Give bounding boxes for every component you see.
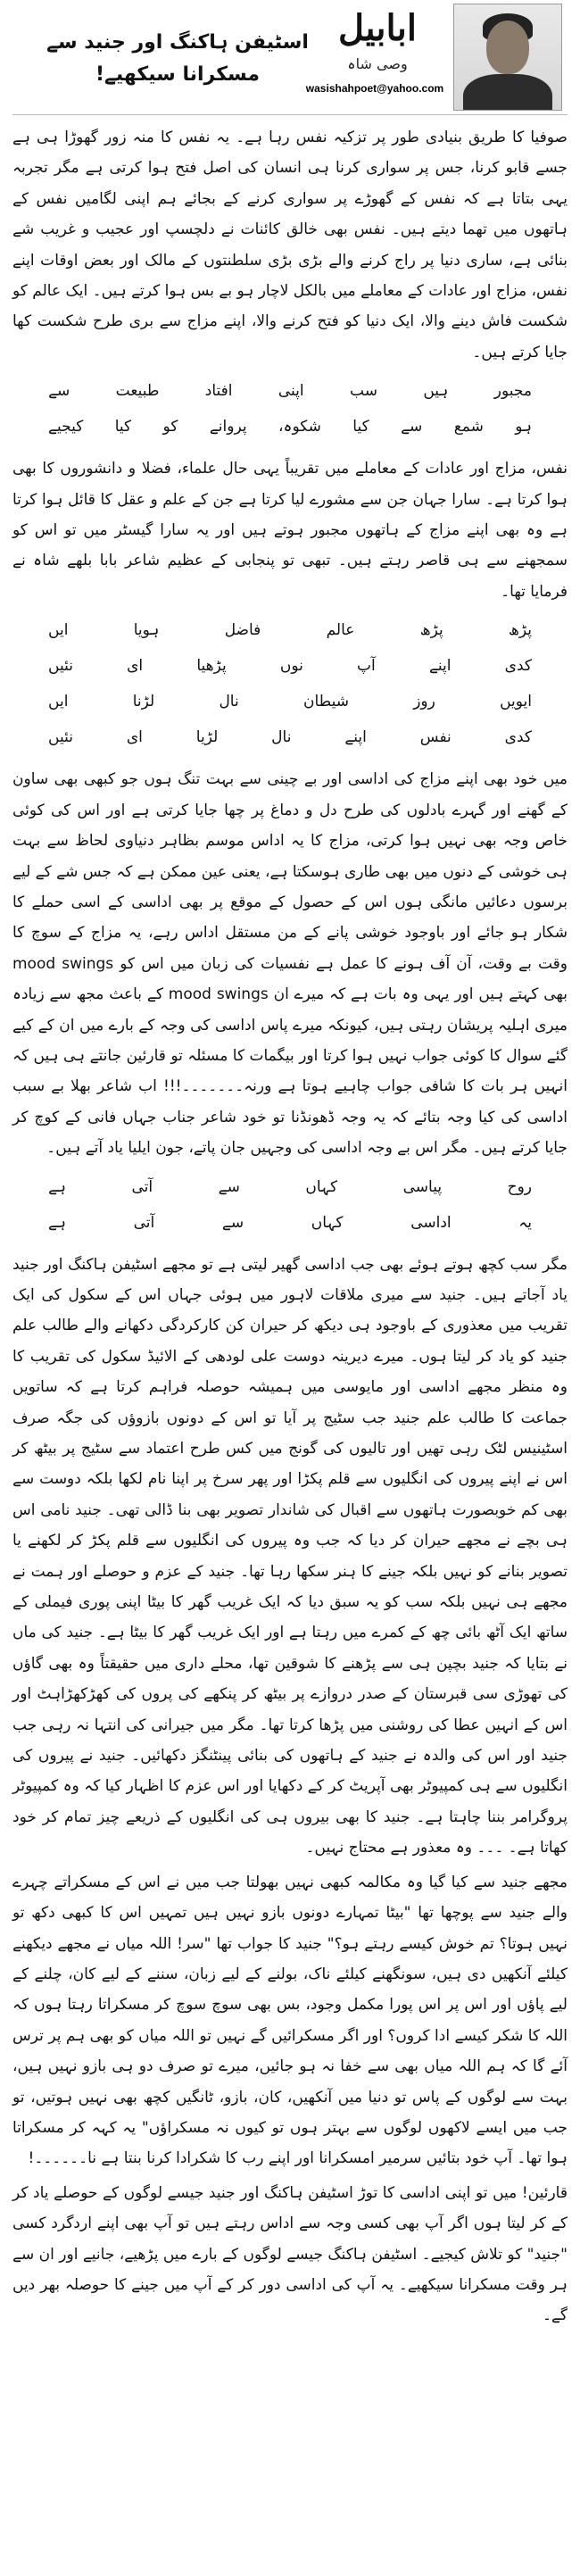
verse-word: پڑھیا bbox=[196, 657, 227, 676]
verse-word: شکوہ، bbox=[278, 418, 321, 436]
verse-word: لڑنا bbox=[132, 693, 155, 711]
author-photo bbox=[453, 4, 562, 111]
article-headline: اسٹیفن ہاکنگ اور جنید سے مسکرانا سیکھیے! bbox=[46, 31, 309, 86]
verse-word: اداسی bbox=[410, 1213, 452, 1232]
verse-3 bbox=[48, 1169, 532, 1241]
verse-word: ای bbox=[126, 728, 143, 747]
verse-word: کہاں bbox=[305, 1177, 338, 1196]
verse-word: نئیں bbox=[48, 657, 73, 676]
verse-word: ایں bbox=[48, 621, 69, 640]
verse-word: افتاد bbox=[204, 382, 233, 401]
paragraph-2: نفس، مزاج اور عادات کے معاملے میں تقریباً یہی حال علماء، فضلا و دانشوروں کا بھی ہوا کرتا ہے۔ سارا جہان جن سے مشورے لیا کرتا ہے جن کے علم و عقل کا قائل ہوا کرتا ہے وہ بھی اپنے مزاج کے ہاتھوں مجبور ہوتے ہیں اور یہ سارا گیسٹر میں تو اس کو سمجھنے سے ہی قاصر رہتے ہیں۔ تبھی تو پنجابی کے عظیم شاعر بابا بلھے شاہ نے فرمایا تھا۔ bbox=[12, 460, 568, 601]
column-name: ابابیل bbox=[338, 7, 417, 49]
verse-word: مجبور bbox=[493, 382, 532, 401]
verse-word: کیا bbox=[114, 418, 132, 436]
verse-word: ہیں bbox=[423, 382, 449, 401]
verse-word: سے bbox=[221, 1213, 244, 1232]
verse-word: آتی bbox=[133, 1213, 155, 1232]
verse-line bbox=[48, 648, 532, 684]
verse-word: اپنے bbox=[344, 728, 367, 747]
verse-word: روز bbox=[413, 693, 435, 711]
verse-word: ایویں bbox=[500, 693, 532, 711]
verse-word: سے bbox=[48, 382, 70, 401]
verse-word: سب bbox=[350, 382, 377, 401]
verse-line bbox=[48, 1205, 532, 1241]
author-face bbox=[486, 21, 529, 74]
verse-word: نال bbox=[219, 693, 239, 711]
verse-word: نئیں bbox=[48, 728, 73, 747]
verse-word: کدی bbox=[504, 657, 532, 676]
paragraph-6: قارئین! میں تو اپنی اداسی کا توڑ اسٹیفن ہاکنگ اور جنید جیسے لوگوں کے حوصلے یاد کر کے کر لیتا ہوں اگر آپ بھی کسی وجہ سے اداس رہتے ہیں تو آپ بھی اپنے اردگرد کسی "جنید" کو تلاش کیجیے۔ اسٹیفن ہاکنگ جیسے لوگوں کے بارے میں پڑھیے، جانیے اور ان سے ہر وقت مسکرانا سیکھیے۔ یہ آپ کی اداسی دور کر کے آپ میں جینے کا حوصلہ بھر دیں گے۔ bbox=[12, 2183, 568, 2325]
author-shoulders bbox=[463, 74, 552, 111]
verse-word: آتی bbox=[131, 1177, 153, 1196]
verse-word: شیطان bbox=[302, 693, 349, 711]
verse-word: یہ bbox=[518, 1213, 532, 1232]
verse-word: سے bbox=[401, 418, 423, 436]
verse-word: ہے bbox=[48, 1177, 66, 1196]
verse-word: کیجیے bbox=[48, 418, 84, 436]
verse-word: ای bbox=[127, 657, 144, 676]
verse-word: پروانے bbox=[209, 418, 247, 436]
verse-2 bbox=[48, 612, 532, 755]
article-body bbox=[12, 115, 568, 2331]
verse-line bbox=[48, 1169, 532, 1205]
verse-word: آپ bbox=[357, 657, 376, 676]
verse-word: نوں bbox=[279, 657, 303, 676]
verse-word: فاضل bbox=[224, 621, 261, 640]
verse-word: اپنی bbox=[278, 382, 304, 401]
verse-1 bbox=[48, 373, 532, 445]
verse-word: پڑھ bbox=[509, 621, 532, 640]
verse-word: ایں bbox=[48, 693, 69, 711]
verse-line bbox=[48, 719, 532, 755]
paragraph-5: مجھے جنید سے کیا گیا وہ مکالمہ کبھی نہیں بھولتا جب میں نے اس کے مسکراتے چہرے والے جنید سے پوچھا تھا "بیٹا تمہارے دونوں بازو نہیں ہیں تمہیں اس کا کبھی دکھ تو نہیں ہوتا؟ تم خوش کیسے رہتے ہو؟" جنید کا جواب تھا "سر! اللہ میاں نے مجھے دیکھنے کیلئے آنکھیں دی ہیں، سونگھنے کیلئے ناک، بولنے کے لیے زبان، سننے کے لیے کان، چلنے کے لیے پاؤں اور اس پر اس پورا مکمل وجود، بس بھی سوچ سوچ کر مسکراتا رہتا ہوں کہ اللہ کا شکر کیسے ادا کروں؟ اور اگر مسکرائیں گے نہیں تو اللہ میاں کو بھی ہم پر ترس آئے گا کہ ہم اللہ میاں بھی سے خفا نہ ہو جائیں، میرے تو صرف دو ہی بازو نہیں ہیں، بہت سے لوگوں کے پاس تو دنیا میں آنکھیں، کان، بازو، ٹانگیں کچھ بھی نہیں ہوتیں، تو جب میں ایسے لاکھوں لوگوں سے بہتر ہوں تو کیوں نہ مسکراؤں" یہ کہہ کر مسکراتا ہوا تھا۔ آپ خود بتائیں سرمیر امسکرانا اور اپنے رب کا شکرادا کرنا بنتا ہے نا۔۔۔۔۔۔! bbox=[12, 1873, 568, 2168]
verse-word: ہے bbox=[48, 1213, 66, 1232]
verse-word: پڑھ bbox=[419, 621, 443, 640]
verse-line bbox=[48, 409, 532, 445]
verse-word: کہاں bbox=[311, 1213, 344, 1232]
verse-word: روح bbox=[507, 1177, 532, 1196]
paragraph-3: میں خود بھی اپنے مزاج کی اداسی اور بے چینی سے بہت تنگ ہوں جو کبھی بھی ساون کے گھنے اور گہرے بادلوں کی طرح دل و دماغ پر چھا جایا کرتی ہے اور اس کی کوئی خاص وجہ بھی نہیں ہوا کرتی، مزاج کا یہ اداس موسم بظاہر دنیاوی لحاظ سے بہت ہی خوشی کے دنوں میں بھی طاری ہوسکتا ہے، یعنی عین ممکن ہے کہ جس شے کے لیے برسوں دعائیں مانگی ہوں اس کے حصول کے موقع پر بھی اداسی کے اسی حملے کا شکار ہو جائے اور باوجود خوشی پانے کے من مستقل اداس رہے، یہ مزاج کے سوچ کا وقت بے وقت، آن آف ہونے کا عمل ہے نفسیات کی زبان میں اس کو mood swings بھی کہتے ہیں اور یہی وہ بات ہے کہ میرے ان mood swings کے باعث مجھ سے زیادہ میری اہلیہ پریشان رہتی ہیں، کیونکہ میرے پاس اداسی کی وجہ کے بارے میں ان کے کیے گئے سوال کا کوئی جواب نہیں ہوا کرتا اور بیگمات کا مسئلہ تو قارئین جانتے ہی ہیں کہ انہیں ہر بات کا شافی جواب چاہیے ہوتا ہے ورنہ۔۔۔۔۔۔۔!!! اب شاعر بھلا بے سبب اداسی کی کیا وجہ بتائے کہ یہ وجہ ڈھونڈنا تو خود شاعر جناب جہاں فانی کے کوچ کر جایا کرتے ہیں۔ مگر اس بے وجہ اداسی کی وجہیں جان پاتے، جون ایلیا یاد آتے ہیں۔ bbox=[12, 770, 568, 1158]
verse-word: سے bbox=[218, 1177, 240, 1196]
verse-word: طبیعت bbox=[115, 382, 160, 401]
verse-word: عالم bbox=[326, 621, 355, 640]
verse-line bbox=[48, 373, 532, 409]
verse-word: کدی bbox=[504, 728, 532, 747]
verse-word: کیا bbox=[352, 418, 369, 436]
verse-word: پیاسی bbox=[402, 1177, 443, 1196]
verse-word: نفس bbox=[419, 728, 452, 747]
paragraph-1: صوفیا کا طریق بنیادی طور پر تزکیہ نفس رہا ہے۔ یہ نفس کا منہ زور گھوڑا ہی ہے جسے قابو کرنا، جس پر سواری کرنا ہی انسان کی اصل فتح ہوا کرتی ہے مگر تجربہ یہی بتاتا ہے کہ نفس کے گھوڑے پر سواری کرنے کے بجائے ہم اپنی لگامیں نفس کے ہاتھوں میں تھما دیتے ہیں۔ نفس بھی خالق کائنات نے دلچسپ اور عجیب و غریب شے بنائی ہے، ساری دنیا پر راج کرنے والے بڑی بڑی سلطنتوں کے مالک اور بعض اوقات اپنے نفس، مزاج اور عادات کے معاملے میں بالکل لاچار ہو بے بس ہوا کرتے ہیں۔ ایک عالم کو شکست فاش دینے والا، ایک دنیا کو فتح کرنے والا، اپنے مزاج سے بری طرح شکست کھا جایا کرتے ہیں۔ bbox=[12, 129, 568, 361]
verse-line bbox=[48, 684, 532, 719]
author-name: وصی شاہ bbox=[347, 55, 408, 72]
paragraph-4: مگر سب کچھ ہوتے ہوئے بھی جب اداسی گھیر لیتی ہے تو مجھے اسٹیفن ہاکنگ اور جنید یاد آجاتے ہیں۔ جنید سے میری ملاقات لاہور میں ہوئی جہاں اس کے سکول کی ایک تقریب میں معذوری کے باوجود ہی دیکھ کر حیران کن کارکردگی دکھانے والے طالب علم جنید کو یاد کر لیتا ہوں۔ میرے دیرینہ دوست علی لودھی کے الائیڈ سکول کی تقریب کا وہ منظر مجھے اداسی اور مایوسی میں ہمیشہ حوصلہ فراہم کرتا ہے کہ ساتویں جماعت کا طالب علم جنید جب سٹیج پر آیا تو اس کے دونوں بازوؤں کی جگہ صرف اسٹینیس لٹک رہی تھیں اور تالیوں کی گونج میں کس طرح اعتماد سے سٹیج پر بیٹھ کر اس نے اپنے پیروں کی انگلیوں سے قلم پکڑا اور پھر سرخ پر اپنا نام لکھا بلکہ دوست سے بھی کم خوبصورت ہاتھوں سے اقبال کی شاندار تصویر بھی بنا ڈالی تھی۔ جنید نامی اس ہی بچے نے مجھے حیران کر دیا کہ جب وہ پیروں کی انگلیوں سے قلم پکڑ کر لکھنے یا تصویر بنانے کو نہیں بلکہ جینے کا ہنر سکھا رہا تھا۔ جنید کے عزم و حوصلے اور ہمت نے مجھے ہی نہیں بلکہ سب کو یہ سبق دیا کہ ایک غریب گھر کا بیٹا اپنی پوری فیملی کے ساتھ ایک آٹھ بائی چھ کے کمرے میں رہتا ہے اور ایک غریب گھر کا بیٹا ہے۔ جنید کی ماں نے بتایا کہ جنید بچپن ہی سے پڑھنے کا شوقین تھا، محلے داری میں حقیقتاً وہ بھی گاؤں کی تھوڑی سی قبرستان کے صدر دروازے پر بیٹھ کر پنکھے کی پروں کی کھڑکھڑاہٹ اور اس کے انہیں عطا کی روشنی میں پڑھا کرتا تھا۔ مگر میں جیرانی کی انتہا نہ رہی جب جنید اور اس کی والدہ نے جنید کے ہاتھوں کی بنائی پینٹنگز دکھائیں۔ جنید نے پیروں کی انگلیوں سے ہی کمپیوٹر بھی آپریٹ کر کے دکھایا اور اس عزم کا اظہار کیا کہ وہ کمپیوٹر پروگرامر بننا چاہتا ہے۔ جنید کا بھی بیروں ہی کی انگلیوں کے ذریعے چیز تمام کر خود کھاتا ہے۔ ۔۔۔ وہ معذور ہے محتاج نہیں۔ bbox=[12, 1255, 568, 1857]
verse-word: شمع bbox=[453, 418, 484, 436]
verse-word: اپنے bbox=[428, 657, 452, 676]
verse-word: لڑیا bbox=[195, 728, 219, 747]
verse-word: کو bbox=[162, 418, 178, 436]
column-header bbox=[12, 0, 568, 115]
author-email[interactable]: wasishahpoet@yahoo.com bbox=[305, 82, 444, 95]
verse-line bbox=[48, 612, 532, 648]
verse-word: ہو bbox=[515, 418, 532, 436]
verse-word: ہویا bbox=[133, 621, 160, 640]
verse-word: نال bbox=[271, 728, 292, 747]
